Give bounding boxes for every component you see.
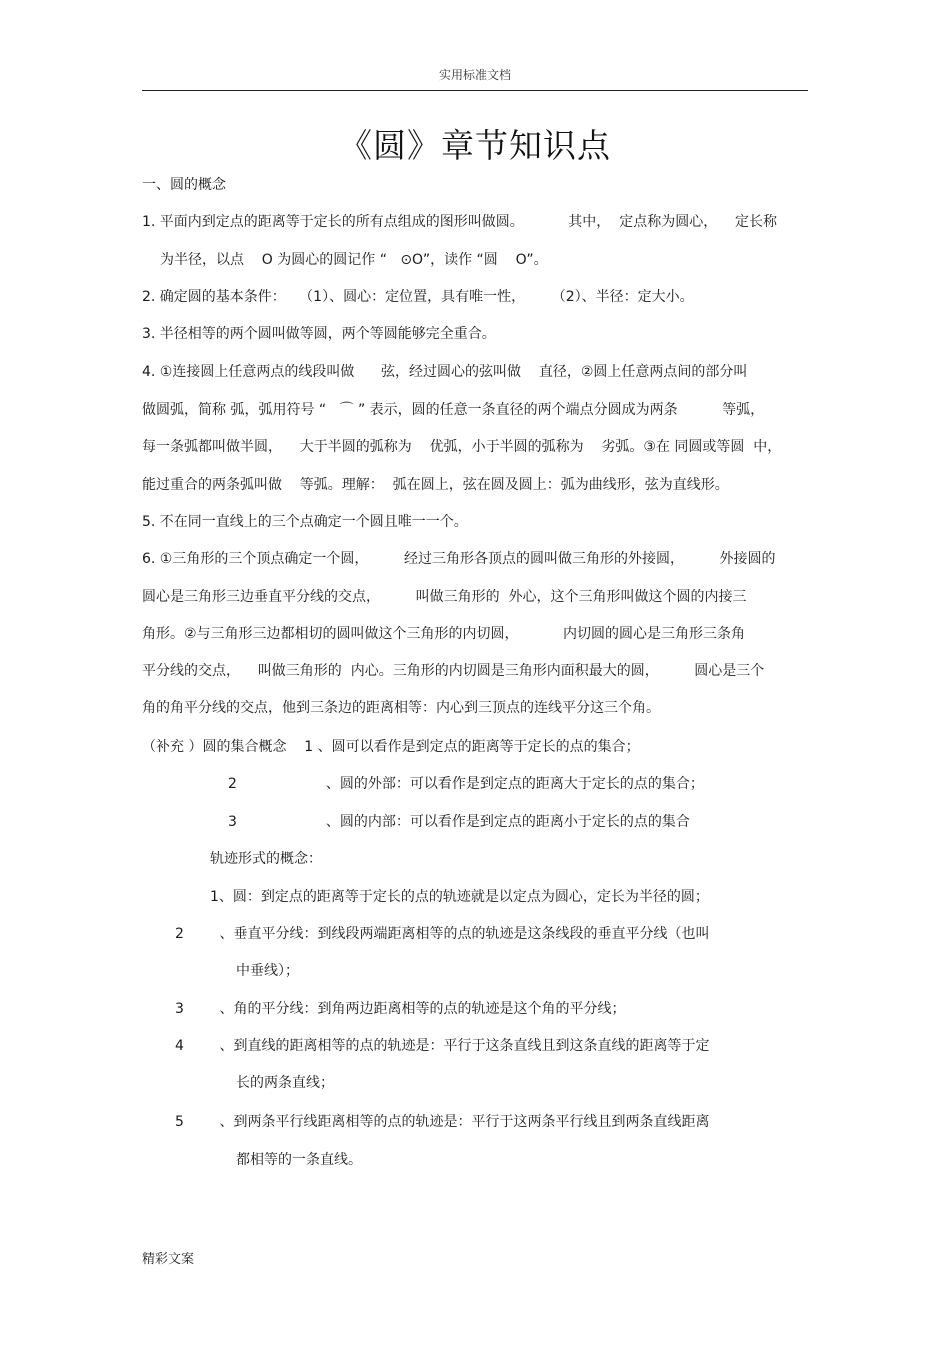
- locus-item-2-cont: 中垂线）；: [236, 963, 299, 979]
- locus-item-1: 1、圆：到定点的距离等于定长的点的轨迹就是以定点为圆心，定长为半径的圆；: [210, 889, 709, 905]
- text-line-14: 角的角平分线的交点，他到三条边的距离相等：内心到三顶点的连线平分这三个角。: [142, 700, 660, 716]
- text-line-1: 1. 平面内到定点的距离等于定长的所有点组成的图形叫做圆。 其中， 定点称为圆心， 定长称: [142, 214, 778, 230]
- header-divider: [142, 90, 808, 91]
- locus-item-5: 5 、到两条平行线距离相等的点的轨迹是：平行于这两条平行线且到两条直线距离: [175, 1114, 710, 1130]
- page-footer: 精彩文案: [142, 1252, 195, 1267]
- supplement-line-1: （补充 ）圆的集合概念 1 、圆可以看作是到定点的距离等于定长的点的集合；: [142, 739, 640, 755]
- text-line-2: 为半径，以点 O 为圆心的圆记作 “ ⊙O”，读作 “圆 O”。: [160, 252, 548, 268]
- text-line-3: 2. 确定圆的基本条件： （1）、圆心：定位置，具有唯一性， （2）、半径：定大小。: [142, 289, 694, 305]
- text-line-6: 做圆弧，简称 弧，弧用符号 “ ⌒ ” 表示，圆的任意一条直径的两个端点分圆成为两条 等弧，: [142, 402, 765, 418]
- text-line-10: 6. ①三角形的三个顶点确定一个圆， 经过三角形各顶点的圆叫做三角形的外接圆， 外接圆的: [142, 551, 776, 567]
- text-line-4: 3. 半径相等的两个圆叫做等圆，两个等圆能够完全重合。: [142, 326, 496, 342]
- section-heading: 一、圆的概念: [142, 177, 226, 193]
- text-line-5: 4. ①连接圆上任意两点的线段叫做 弦，经过圆心的弦叫做 直径，②圆上任意两点间的部分叫: [142, 364, 748, 380]
- supplement-line-2: 2 、圆的外部：可以看作是到定点的距离大于定长的点的集合；: [228, 776, 704, 792]
- locus-item-4-cont: 长的两条直线；: [236, 1075, 334, 1091]
- locus-heading: 轨迹形式的概念：: [210, 851, 322, 867]
- text-line-12: 角形。②与三角形三边都相切的圆叫做这个三角形的内切圆， 内切圆的圆心是三角形三条角: [142, 626, 746, 642]
- locus-item-3: 3 、角的平分线：到角两边距离相等的点的轨迹是这个角的平分线；: [175, 1001, 626, 1017]
- page-title: 《圆》章节知识点: [339, 126, 611, 165]
- text-line-8: 能过重合的两条弧叫做 等弧。理解： 弧在圆上，弦在圆及圆上：弧为曲线形，弦为直线形。: [142, 477, 729, 493]
- text-line-11: 圆心是三角形三边垂直平分线的交点， 叫做三角形的 外心，这个三角形叫做这个圆的内接三: [142, 589, 747, 605]
- supplement-line-3: 3 、圆的内部：可以看作是到定点的距离小于定长的点的集合: [228, 814, 690, 830]
- text-line-9: 5. 不在同一直线上的三个点确定一个圆且唯一一个。: [142, 514, 468, 530]
- page-header: 实用标准文档: [438, 68, 511, 82]
- locus-item-4: 4 、到直线的距离相等的点的轨迹是：平行于这条直线且到这条直线的距离等于定: [175, 1038, 710, 1054]
- text-line-7: 每一条弧都叫做半圆， 大于半圆的弧称为 优弧，小于半圆的弧称为 劣弧。③在 同圆或等圆 中，: [142, 439, 782, 455]
- locus-item-2: 2 、垂直平分线：到线段两端距离相等的点的轨迹是这条线段的垂直平分线（也叫: [175, 926, 710, 942]
- text-line-13: 平分线的交点， 叫做三角形的 内心。三角形的内切圆是三角形内面积最大的圆， 圆心是三个: [142, 663, 765, 679]
- locus-item-5-cont: 都相等的一条直线。: [236, 1152, 362, 1168]
